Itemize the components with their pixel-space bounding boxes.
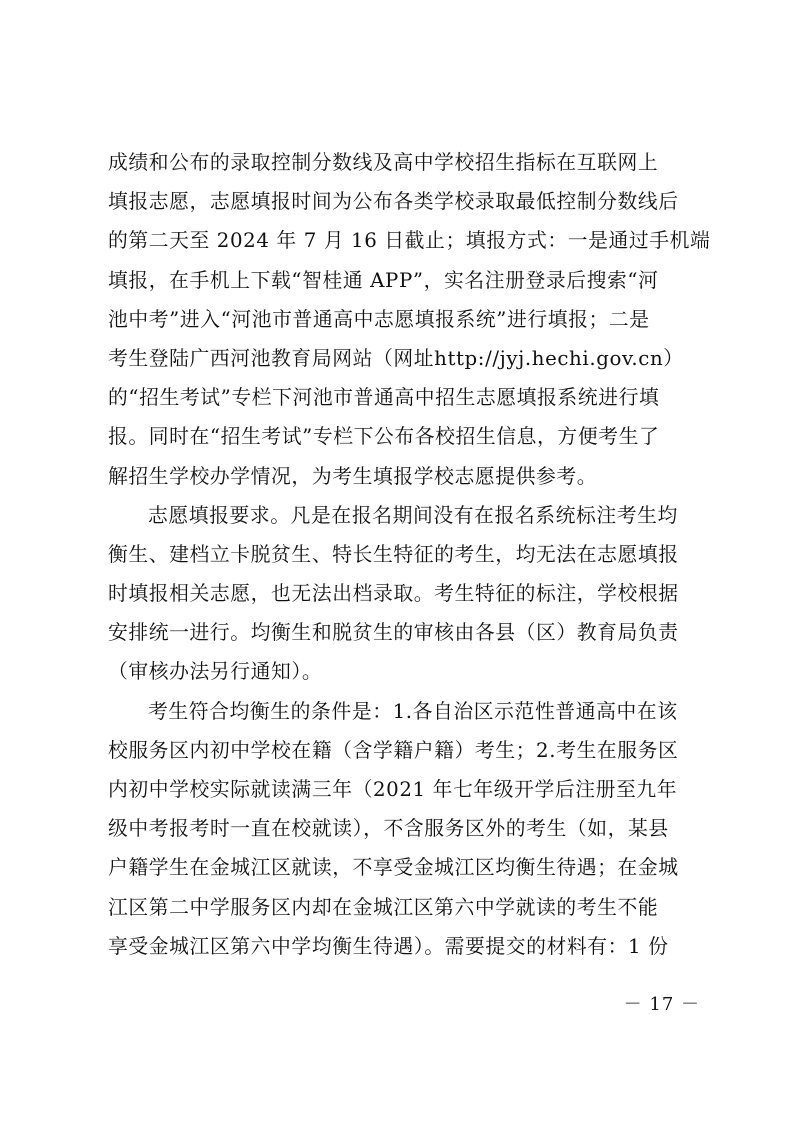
text-line: 报。同时在“招生考试”专栏下公布各校招生信息，方便考生了	[108, 425, 660, 449]
text-line: 池中考”进入“河池市普通高中志愿填报系统”进行填报；二是	[108, 307, 650, 331]
text-line: 填报志愿，志愿填报时间为公布各类学校录取最低控制分数线后	[108, 190, 679, 214]
text-line: 衡生、建档立卡脱贫生、特长生特征的考生，均无法在志愿填报	[108, 542, 679, 566]
paragraph-3	[108, 692, 698, 966]
body-text	[108, 143, 711, 966]
text-line: 时填报相关志愿，也无法出档录取。考生特征的标注，学校根据	[108, 582, 679, 606]
text-line: 考生登陆广西河池教育局网站（网址http://jyj.hechi.gov.cn）	[108, 346, 684, 370]
text-line: （审核办法另行通知）。	[108, 660, 323, 684]
page-number: － 17 －	[623, 994, 700, 1015]
text-line: 的“招生考试”专栏下河池市普通高中招生志愿填报系统进行填	[108, 386, 660, 410]
text-line: 志愿填报要求。凡是在报名期间没有在报名系统标注考生均	[148, 503, 678, 527]
text-line: 江区第二中学服务区内却在金城江区第六中学就读的考生不能	[108, 895, 659, 919]
text-line: 填报，在手机上下载“智桂通 APP”，实名注册登录后搜索“河	[108, 268, 659, 292]
text-line: 享受金城江区第六中学均衡生待遇）。需要提交的材料有：1 份	[108, 934, 669, 958]
text-line: 解招生学校办学情况，为考生填报学校志愿提供参考。	[108, 464, 598, 488]
text-line: 成绩和公布的录取控制分数线及高中学校招生指标在互联网上	[108, 151, 659, 174]
text-line: 户籍学生在金城江区就读，不享受金城江区均衡生待遇；在金城	[108, 856, 679, 880]
paragraph-2	[108, 496, 698, 692]
paragraph-1	[108, 143, 711, 496]
text-line: 校服务区内初中学校在籍（含学籍户籍）考生；2.考生在服务区	[108, 738, 679, 762]
text-line: 级中考报考时一直在校就读），不含服务区外的考生（如，某县	[108, 817, 669, 841]
text-line: 内初中学校实际就读满三年（2021 年七年级开学后注册至九年	[108, 778, 678, 801]
text-line: 安排统一进行。均衡生和脱贫生的审核由各县（区）教育局负责	[108, 621, 679, 645]
text-line: 考生符合均衡生的条件是：1.各自治区示范性普通高中在该	[148, 699, 678, 723]
text-line: 的第二天至 2024 年 7 月 16 日截止；填报方式：一是通过手机端	[108, 229, 711, 253]
